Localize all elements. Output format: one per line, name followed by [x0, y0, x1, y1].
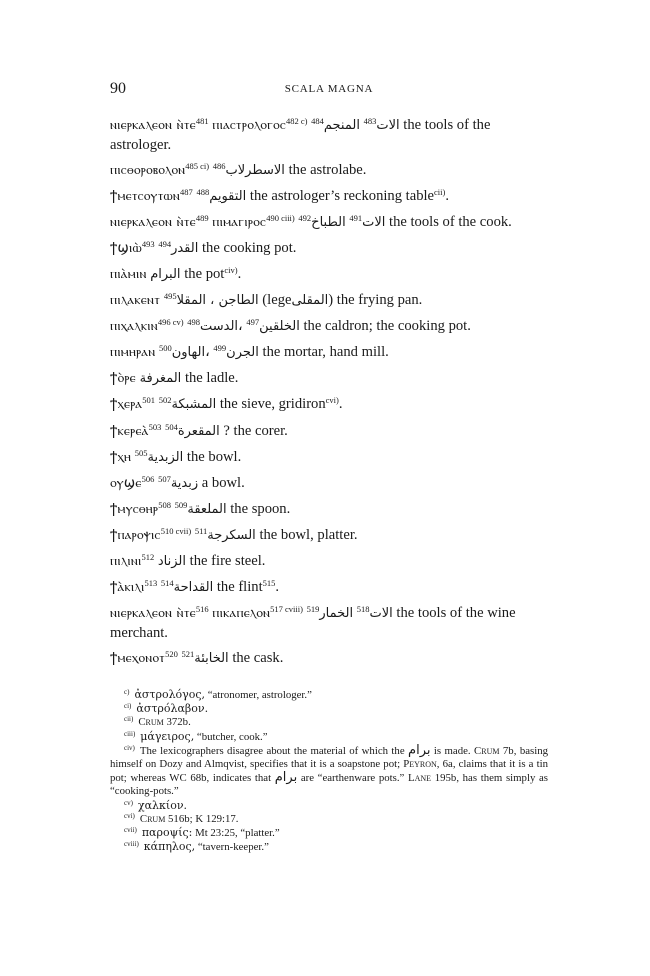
note-ref: 486 [212, 160, 226, 171]
footnote [110, 730, 548, 744]
footnote [110, 826, 548, 840]
footnote-text: are “earthenware pots.” [300, 772, 405, 785]
english-gloss: (lege [262, 292, 292, 309]
glossary-entry [110, 474, 550, 494]
footnote-mark: ci) [124, 702, 132, 711]
arabic-term: المقعرة [177, 423, 220, 439]
coptic-term: ⲡⲓⲭⲁⲗⲕⲓⲛ [110, 319, 158, 335]
note-ref: 495 [163, 291, 177, 302]
arabic-term: زبدية [170, 475, 199, 491]
footnote-text: “butcher, cook.” [196, 730, 268, 743]
note-ref: 509 [174, 499, 188, 510]
coptic-term: ⲡⲓⲕⲁⲡⲉⲗⲟⲛ [212, 606, 271, 622]
coptic-term: ⲡⲓⲗⲓⲛⲓ [110, 554, 142, 569]
glossary-entry [110, 526, 550, 546]
coptic-term: ϯⲭⲉⲣⲁ [110, 397, 143, 413]
note-ref: 503 [148, 421, 162, 432]
note-ref: 519 [306, 604, 320, 615]
footnote-text: “atronomer, astrologer.” [207, 689, 312, 701]
arabic-term: الطباخ [311, 214, 346, 230]
gloss-end: . [275, 579, 280, 596]
note-ref: 502 [158, 395, 172, 406]
coptic-term: ϯⲙⲉⲭⲟⲛⲟⲧ [110, 650, 166, 666]
english-gloss: the fire steel. [189, 553, 266, 569]
note-ref: 510 cvii) [160, 525, 192, 536]
glossary-entry: ⲡⲓⲙⲏⲣⲁⲛ $^{500}$الهاون، $^{499}$الجرن the mortar, hand mill. [110, 343, 389, 361]
coptic-term: ⲡⲓⲁ̀ⲙⲓⲛ [110, 266, 147, 282]
arabic-term: الات [369, 606, 393, 622]
note-ref: 517 cviii) [270, 604, 303, 615]
note-ref: civ) [224, 264, 238, 275]
glossary-entry [110, 187, 550, 207]
note-ref: 499 [213, 343, 227, 354]
footnote-mark: ciii) [124, 729, 136, 738]
english-gloss: the bowl. [186, 448, 242, 465]
coptic-term: ⲛⲓⲉⲣⲕⲁⲗⲉⲟⲛ ⲛ̀ⲧⲉ [110, 118, 196, 133]
english-gloss: the astrolabe. [288, 161, 367, 178]
note-ref: 521 [181, 648, 195, 659]
note-ref: 511 [194, 525, 208, 536]
english-gloss: the cooking pot. [201, 239, 297, 256]
arabic-term: السكرجة [207, 527, 256, 543]
english-gloss: ) the frying pan. [328, 292, 423, 309]
arabic-term: القداحة [173, 580, 214, 596]
footnote-mark: c) [124, 688, 130, 696]
english-gloss: a bowl. [201, 474, 245, 491]
note-ref: 513 [144, 578, 158, 589]
greek-term: μάγειρος, [140, 729, 195, 743]
coptic-term: ⲡⲓⲙⲏⲣⲁⲛ [110, 345, 156, 361]
footnote-mark: cv) [124, 798, 133, 807]
coptic-term: ⲛⲓⲉⲣⲕⲁⲗⲉⲟⲛ ⲛ̀ⲧⲉ [110, 214, 196, 230]
glossary-entry [110, 239, 550, 259]
source-abbrev: Lane [408, 772, 432, 785]
footnote-mark: cii) [124, 715, 134, 724]
footnote-mark: cvii) [124, 826, 137, 835]
note-ref: 507 [158, 473, 171, 484]
footnote-text: is made. [433, 744, 471, 757]
arabic-term: الزناد [157, 554, 187, 569]
arabic-term: المشبكة [171, 397, 217, 413]
glossary-entry [110, 649, 550, 669]
coptic-term: ϯϣⲓⲱ̀ [110, 240, 142, 256]
note-ref: 505 [134, 447, 148, 458]
note-ref: 520 [165, 648, 178, 659]
glossary-entry [110, 578, 550, 598]
glossary-entry [110, 291, 550, 311]
coptic-term: ϯⲙⲩⲥⲑⲏⲣ [110, 501, 159, 517]
coptic-term: ϯⲙⲉⲧⲥⲟⲩⲧⲱⲛ [110, 188, 181, 204]
footnote [110, 688, 548, 702]
note-ref: cvi) [325, 395, 339, 406]
coptic-term: ϯⲡⲁⲣⲟⲯⲓⲥ [110, 527, 161, 543]
english-gloss: the bowl, platter. [259, 526, 358, 543]
arabic-term: المنجم [323, 118, 360, 133]
arabic-term: برام [408, 742, 431, 758]
note-ref: 515 [262, 578, 276, 589]
note-ref: 500 [158, 343, 172, 354]
coptic-term: ⲛⲓⲉⲣⲕⲁⲗⲉⲟⲛ ⲛ̀ⲧⲉ [110, 606, 196, 622]
glossary-entry [110, 422, 550, 442]
coptic-term: ⲟⲩϣⲉ [110, 475, 142, 491]
note-ref: 481 [195, 116, 209, 126]
glossary-entry [110, 116, 550, 154]
note-ref: 498 [187, 317, 200, 328]
note-ref: 490 ciii) [266, 212, 295, 223]
note-ref: 483 [363, 116, 377, 126]
arabic-term: الزبدية [147, 449, 184, 465]
greek-term: παροψίς: [141, 826, 193, 840]
arabic-term: برام [274, 770, 298, 786]
arabic-term: الهاون [171, 345, 206, 361]
english-gloss: the tools of the astrologer. [110, 117, 491, 153]
footnote [110, 744, 548, 799]
coptic-term: ⲡⲓⲙⲁⲅⲓⲣⲟⲥ [212, 214, 267, 230]
note-ref: 516 [195, 604, 209, 615]
page-number: 90 [110, 80, 126, 97]
footnote-text: 7b, basing himself on Dozy and Almqvist, specifies that it is a soapstone pot; [110, 744, 549, 771]
footnote-text: 516b; K 129:17. [168, 812, 239, 825]
glossary-entry [110, 500, 550, 520]
note-ref: 512 [141, 552, 155, 562]
source-abbrev: Peyron, [403, 758, 440, 771]
gloss-end: . [338, 396, 343, 413]
note-ref: 514 [160, 578, 174, 589]
note-ref: cii) [434, 186, 446, 197]
footnote [110, 716, 548, 729]
source-abbrev: Crum [138, 716, 164, 729]
arabic-term: المقلى [291, 293, 329, 309]
note-ref: 493 [141, 238, 155, 249]
arabic-term: البرام [150, 266, 181, 282]
source-abbrev: Crum [139, 812, 166, 825]
coptic-term: ϯⲟ̀ⲣⲉ [110, 371, 136, 387]
footnote-mark: civ) [124, 743, 135, 752]
footnote-text: 372b. [166, 716, 191, 729]
note-ref: 485 ci) [185, 160, 210, 171]
footnote [110, 840, 548, 854]
footnotes [110, 688, 548, 854]
arabic-term: الخابئة [194, 650, 229, 666]
arabic-term: الخمار [319, 606, 354, 622]
greek-term: ἀστρόλαβον. [136, 702, 209, 716]
coptic-term: ⲡⲓⲁⲥⲧⲣⲟⲗⲟⲅⲟⲥ [212, 118, 286, 133]
coptic-term: ϯⲁ̀ⲕⲓⲗⲓ [110, 580, 145, 596]
english-gloss: the ladle. [184, 370, 239, 387]
glossary-entry [110, 604, 550, 642]
note-ref: 497 [246, 317, 260, 328]
glossary-entry [110, 552, 550, 572]
glossary-entry [110, 369, 550, 389]
glossary-entry [110, 395, 550, 415]
english-gloss: the cask. [232, 649, 284, 666]
greek-term: κάπηλος, [143, 840, 196, 854]
gloss-end: . [237, 265, 242, 282]
note-ref: 482 c) [286, 116, 308, 126]
note-ref: 487 [180, 186, 193, 197]
arabic-term: الاسطرلاب [225, 162, 285, 178]
source-abbrev: Crum [474, 744, 500, 757]
glossary-entries [110, 116, 550, 675]
english-gloss: the tools of the cook. [389, 213, 512, 230]
note-ref: 494 [158, 238, 172, 249]
english-gloss: the flint [216, 579, 263, 596]
glossary-entry [110, 161, 550, 181]
footnote [110, 813, 548, 826]
footnote-text: 6a, claims that it is a tin pot; whereas WC 68b, indicates that [110, 758, 548, 785]
running-title: SCALA MAGNA [284, 83, 374, 95]
note-ref: 491 [349, 212, 363, 223]
note-ref: 501 [142, 395, 156, 406]
page-header [110, 80, 548, 100]
footnote-text: The lexicographers disagree about the material of which the [139, 744, 405, 757]
english-gloss: the mortar, hand mill. [262, 344, 389, 361]
footnote-mark: cviii) [124, 840, 139, 849]
footnote-text: “tavern-keeper.” [197, 841, 269, 854]
coptic-term: ⲡⲓⲗⲁⲕⲉⲛⲧ [110, 293, 161, 309]
note-ref: 508 [158, 499, 171, 510]
english-gloss: the astrologer’s reckoning table [249, 187, 435, 204]
arabic-term: المغرفة [139, 371, 182, 387]
arabic-term: القدر [171, 240, 199, 256]
arabic-term: الطاجن ، المقلا [176, 293, 259, 309]
arabic-term: الات [362, 214, 386, 230]
arabic-term: الجرن [226, 345, 259, 361]
glossary-entry [110, 265, 550, 285]
coptic-term: ⲡⲓⲥⲑⲟⲣⲟⲃⲟⲗⲟⲛ [110, 162, 186, 178]
note-ref: 492 [298, 212, 312, 223]
greek-term: ἀστρολόγος, [134, 688, 206, 701]
glossary-entry [110, 213, 550, 233]
note-ref: 489 [195, 212, 209, 223]
english-gloss: the tools of the wine merchant. [110, 605, 516, 641]
glossary-entry [110, 448, 550, 468]
footnote-text: 195b, has them simply as “cooking-pots.” [110, 772, 548, 798]
note-ref: 504 [165, 421, 178, 432]
arabic-term: الات [376, 118, 400, 133]
english-gloss: the spoon. [230, 500, 291, 517]
glossary-entry: ⲡⲓⲭⲁⲗⲕⲓⲛ$^{496 cv)}$ $^{498}$الدست، $^{497}$الخلقين the caldron; the cooking pot. [110, 317, 471, 335]
arabic-term: التقويم [209, 188, 247, 204]
arabic-term: الخلقين [259, 319, 300, 335]
footnote [110, 702, 548, 716]
english-gloss: the caldron; the cooking pot. [303, 318, 471, 335]
footnote [110, 799, 548, 813]
gloss-end: . [445, 187, 450, 204]
arabic-term: الدست [199, 319, 239, 335]
coptic-term: ϯⲕⲉⲣⲉⲁ̀ [110, 423, 149, 439]
note-ref: 496 cv) [157, 317, 184, 328]
english-gloss: ? the corer. [223, 422, 288, 439]
english-gloss: the pot [184, 265, 225, 282]
coptic-term: ϯⲭⲏ [110, 449, 132, 465]
english-gloss: the sieve, gridiron [219, 396, 326, 413]
note-ref: 488 [196, 186, 210, 197]
footnote-mark: cvi) [124, 811, 135, 820]
note-ref: 518 [356, 604, 370, 615]
note-ref: 506 [141, 473, 155, 484]
greek-term: χαλκίον. [137, 798, 188, 812]
note-ref: 484 [311, 116, 324, 126]
footnote-text: Mt 23:25, “platter.” [195, 827, 280, 840]
arabic-term: الملعقة [187, 501, 227, 517]
